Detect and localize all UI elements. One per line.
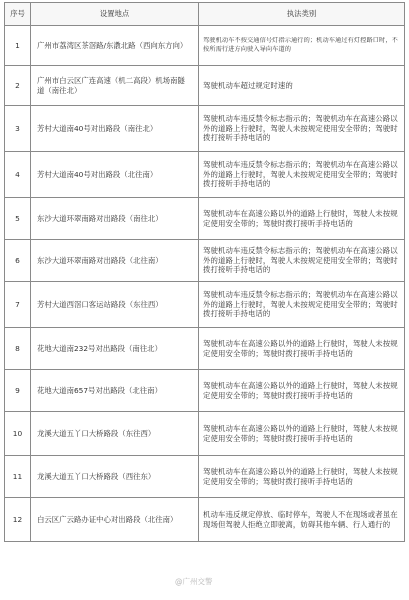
row-location: 龙溪大道五丫口大桥路段（东往西） [31, 412, 199, 456]
row-enforcement-text: 驾驶机动车超过规定时速的 [203, 80, 293, 90]
enforcement-points-table [4, 2, 405, 542]
row-enforcement-text: 驾驶机动车在高速公路以外的道路上行驶时，驾驶人未按规定使用安全带的；驾驶时拨打接听手持电话的 [203, 467, 398, 486]
row-location: 花地大道南232号对出路段（南往北） [31, 328, 199, 370]
row-enforcement-type [199, 370, 405, 412]
table-row [5, 240, 405, 282]
table-row [5, 106, 405, 152]
row-enforcement-type [199, 198, 405, 240]
row-location: 芳村大道南40号对出路段（南往北） [31, 106, 199, 152]
row-location: 花地大道南657号对出路段（北往南） [31, 370, 199, 412]
table-row [5, 152, 405, 198]
table-row [5, 26, 405, 66]
row-number: 3 [5, 106, 31, 152]
table-row [5, 282, 405, 328]
row-number: 6 [5, 240, 31, 282]
row-number: 11 [5, 456, 31, 498]
row-number: 10 [5, 412, 31, 456]
row-enforcement-type [199, 240, 405, 282]
row-number: 9 [5, 370, 31, 412]
row-enforcement-type [199, 282, 405, 328]
row-number: 12 [5, 498, 31, 542]
row-number: 4 [5, 152, 31, 198]
row-number: 5 [5, 198, 31, 240]
header-number: 序号 [5, 3, 31, 26]
row-location: 龙溪大道五丫口大桥路段（西往东） [31, 456, 199, 498]
row-location: 白云区广云路办证中心对出路段（北往南） [31, 498, 199, 542]
row-enforcement-text: 驾驶机动车违反禁令标志指示的；驾驶机动车在高速公路以外的道路上行驶时，驾驶人未按规定使用安全带的；驾驶时拨打接听手持电话的 [203, 114, 398, 143]
table-row [5, 456, 405, 498]
row-enforcement-text: 驾驶机动车违反禁令标志指示的；驾驶机动车在高速公路以外的道路上行驶时，驾驶人未按规定使用安全带的；驾驶时拨打接听手持电话的 [203, 160, 398, 189]
row-number: 1 [5, 26, 31, 66]
header-enforcement-type: 执法类别 [199, 3, 405, 26]
table-row [5, 328, 405, 370]
row-enforcement-type [199, 498, 405, 542]
row-enforcement-text: 驾驶机动车在高速公路以外的道路上行驶时，驾驶人未按规定使用安全带的；驾驶时拨打接听手持电话的 [203, 339, 398, 358]
row-enforcement-text: 驾驶机动车违反禁令标志指示的；驾驶机动车在高速公路以外的道路上行驶时，驾驶人未按规定使用安全带的；驾驶时拨打接听手持电话的 [203, 290, 398, 319]
table-row [5, 370, 405, 412]
row-enforcement-type [199, 26, 405, 66]
header-location: 设置地点 [31, 3, 199, 26]
row-enforcement-type [199, 328, 405, 370]
table-header-row [5, 3, 405, 26]
row-number: 2 [5, 66, 31, 106]
row-location: 广州市荔湾区茶滘路/东漖北路（西向东方向） [31, 26, 199, 66]
row-enforcement-text: 驾驶机动车在高速公路以外的道路上行驶时，驾驶人未按规定使用安全带的；驾驶时拨打接听手持电话的 [203, 381, 398, 400]
watermark-text: @广州交警 [175, 577, 213, 586]
table-row [5, 412, 405, 456]
table-row [5, 198, 405, 240]
row-enforcement-text: 驾驶机动车违反禁令标志指示的；驾驶机动车在高速公路以外的道路上行驶时，驾驶人未按规定使用安全带的；驾驶时拨打接听手持电话的 [203, 246, 398, 275]
row-enforcement-type [199, 412, 405, 456]
row-enforcement-text: 机动车违反规定停放、临时停车，驾驶人不在现场或者虽在现场但驾驶人拒绝立即驶离，妨碍其他车辆、行人通行的 [203, 510, 398, 529]
row-number: 7 [5, 282, 31, 328]
table-row [5, 498, 405, 542]
table-row [5, 66, 405, 106]
row-number: 8 [5, 328, 31, 370]
row-enforcement-text: 驾驶机动车在高速公路以外的道路上行驶时，驾驶人未按规定使用安全带的；驾驶时拨打接听手持电话的 [203, 209, 398, 228]
row-enforcement-text: 驾驶机动车不按交通信号灯指示通行的；机动车通过有灯控路口时，不按所需行进方向驶入导向车道的 [203, 37, 398, 53]
row-enforcement-text: 驾驶机动车在高速公路以外的道路上行驶时，驾驶人未按规定使用安全带的；驾驶时拨打接听手持电话的 [203, 424, 398, 443]
row-location: 东沙大道环翠南路对出路段（南往北） [31, 198, 199, 240]
row-enforcement-type [199, 456, 405, 498]
row-location: 东沙大道环翠南路对出路段（北往南） [31, 240, 199, 282]
row-enforcement-type [199, 66, 405, 106]
row-location: 芳村大道南40号对出路段（北往南） [31, 152, 199, 198]
row-enforcement-type [199, 152, 405, 198]
row-location: 芳村大道西滘口客运站路段（东往西） [31, 282, 199, 328]
row-location: 广州市白云区广连高速（机二高段）机场南隧道（南往北） [31, 66, 199, 106]
row-enforcement-type [199, 106, 405, 152]
